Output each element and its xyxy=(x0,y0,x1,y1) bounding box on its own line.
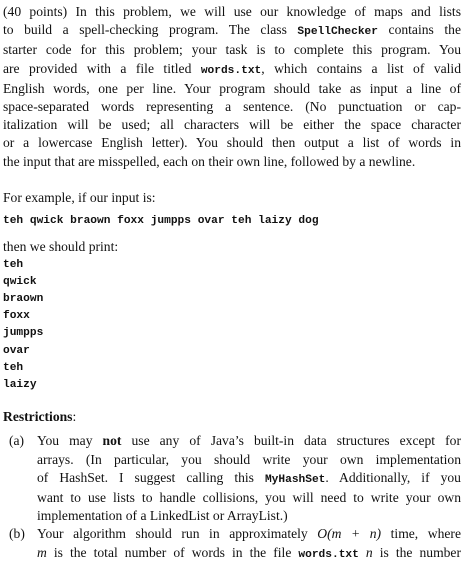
intro-line xyxy=(3,60,461,80)
math-expression: n xyxy=(365,544,373,560)
text-run: use any of Java’s built-in data structures except for xyxy=(121,433,461,449)
inline-code: MyHashSet xyxy=(264,473,326,486)
text-run: implementation of a LinkedList or ArrayList.) xyxy=(37,508,288,524)
text-run: or a lowercase English letter). You should then output a list of words in xyxy=(3,135,461,151)
output-word: foxx xyxy=(3,310,30,323)
text-run: italization will be used; all characters will be either the space character xyxy=(3,117,461,133)
restriction-line xyxy=(37,432,461,450)
inline-code: SpellChecker xyxy=(297,26,378,39)
restrictions-heading: Restrictions: xyxy=(3,409,77,425)
math-expression: O(m + n) xyxy=(317,526,382,542)
text-run: arrays. (In particular, you should write your own implementation xyxy=(37,451,461,467)
restriction-line xyxy=(37,525,461,543)
text-run: are provided with a file titled xyxy=(3,60,201,76)
output-word: qwick xyxy=(3,275,37,288)
restriction-line xyxy=(37,489,461,507)
intro-line xyxy=(3,21,461,41)
intro-line xyxy=(3,116,461,134)
text-run xyxy=(359,545,366,560)
intro-line xyxy=(3,3,461,21)
restriction-line xyxy=(37,451,461,469)
intro-line xyxy=(3,153,461,171)
intro-line xyxy=(3,98,461,116)
output-word: laizy xyxy=(3,379,37,392)
text-run: You may xyxy=(37,433,103,449)
emphasis-text: not xyxy=(102,433,122,449)
restriction-item xyxy=(3,525,461,563)
restriction-line xyxy=(37,507,461,525)
text-run: time, where xyxy=(381,526,461,542)
example-output-list xyxy=(3,257,461,395)
output-word: braown xyxy=(3,293,44,306)
math-expression: m xyxy=(37,544,47,560)
restriction-line xyxy=(37,469,461,489)
intro-line xyxy=(3,41,461,59)
text-run: (40 points) In this problem, we will use our knowledge of maps and lists xyxy=(3,4,461,19)
inline-code: words.txt xyxy=(298,548,359,561)
output-word: teh xyxy=(3,361,24,374)
text-run: the input that are misspelled, each on their own line, followed by a newline. xyxy=(3,153,416,169)
example-then-text: then we should print: xyxy=(3,239,119,255)
example-lead-text: For example, if our input is: xyxy=(3,190,156,206)
text-run: to build a spell-checking program. The class xyxy=(3,22,298,38)
text-run: Your algorithm should run in approximately xyxy=(37,526,318,542)
text-run: of HashSet. I suggest calling this xyxy=(37,469,265,485)
restriction-text xyxy=(37,432,461,525)
output-word: jumpps xyxy=(3,327,44,340)
restriction-line xyxy=(37,544,461,564)
restriction-text xyxy=(37,525,461,563)
output-word: teh xyxy=(3,258,24,271)
restriction-label: (a) xyxy=(9,433,25,449)
restrictions-list xyxy=(3,432,461,563)
example-input-line: teh qwick braown foxx jumpps ovar teh laizy dog xyxy=(3,215,319,228)
text-run: want to use lists to handle collisions, you will need to write your own xyxy=(37,490,461,506)
document-page xyxy=(3,3,461,564)
output-word: ovar xyxy=(3,344,30,357)
intro-line xyxy=(3,80,461,98)
text-run: English words, one per line. Your program should take as input a line of xyxy=(3,80,461,96)
text-run: contains the xyxy=(377,22,461,38)
inline-code: words.txt xyxy=(200,64,262,77)
text-run: space-separated words representing a sentence. (No punctuation or cap- xyxy=(3,99,461,115)
restriction-item xyxy=(3,432,461,525)
text-run: starter code for this problem; your task is to complete this program. You xyxy=(3,42,461,58)
restriction-label: (b) xyxy=(9,526,25,542)
intro-line xyxy=(3,134,461,152)
problem-intro-paragraph xyxy=(3,3,461,171)
text-run: is the total number of words in the file xyxy=(46,544,299,560)
text-run: is the number xyxy=(372,544,461,560)
text-run: , which contains a list of valid xyxy=(261,60,461,76)
text-run: . Additionally, if you xyxy=(325,469,461,485)
